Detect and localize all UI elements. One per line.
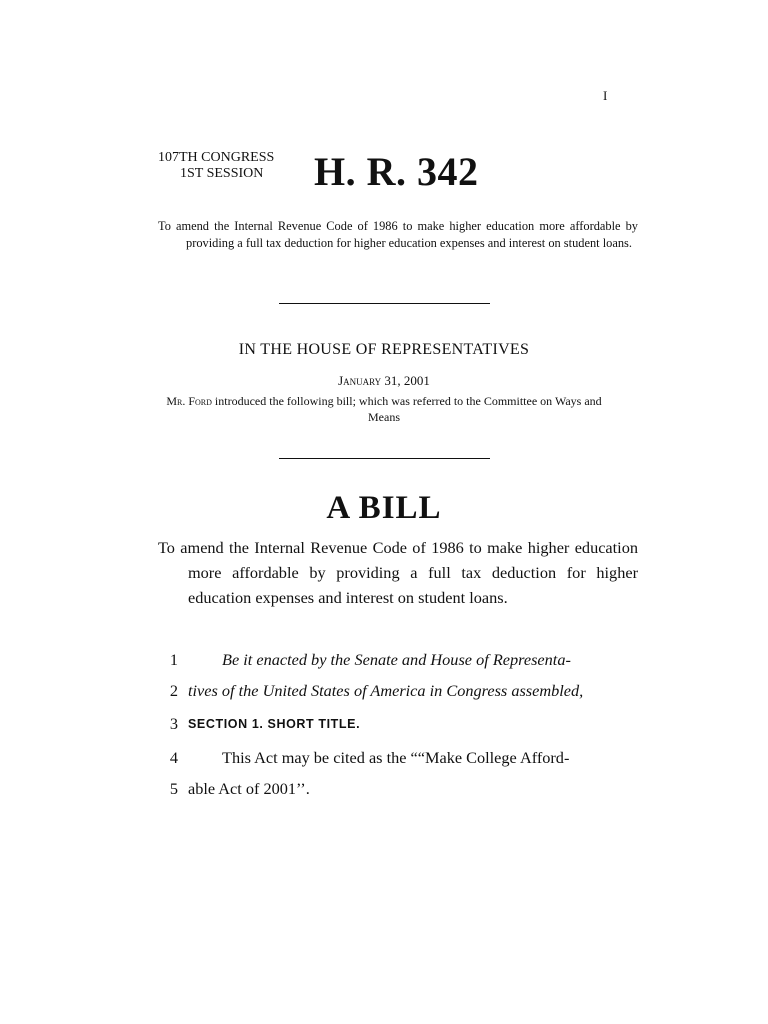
- congress-session-block: [158, 150, 274, 182]
- line-number: 3: [169, 714, 178, 733]
- chamber-heading: IN THE HOUSE OF REPRESENTATIVES: [238, 341, 530, 358]
- section-heading: SECTION 1. SHORT TITLE.: [188, 717, 361, 731]
- bill-summary: To amend the Internal Revenue Code of 1986 to make higher education more affordable by providing a full tax deduction for higher education expenses and interest on student loans.: [158, 219, 638, 250]
- enacting-clause-text: tives of the United States of America in Congress assembled,: [188, 681, 584, 700]
- bill-line: [158, 681, 610, 711]
- section-text: able Act of 2001’’.: [188, 779, 310, 798]
- bill-heading: A BILL: [326, 490, 442, 526]
- section-text: This Act may be cited as the ““Make College Afford-: [222, 748, 570, 767]
- page-mark: I: [603, 88, 608, 103]
- introduction-text: introduced the following bill; which was referred to the Committee on Ways and Means: [211, 394, 602, 424]
- line-number: 2: [169, 681, 178, 700]
- bill-line: [158, 748, 610, 778]
- divider-rule: [279, 458, 490, 459]
- bill-number: H. R. 342: [314, 149, 479, 194]
- bill-long-title: To amend the Internal Revenue Code of 1986 to make higher education more affordable by providing a full tax deduction for higher education expenses and interest on student loans.: [158, 538, 638, 607]
- bill-line: [158, 650, 610, 680]
- introduction-date: January 31, 2001: [338, 373, 430, 388]
- sponsor-name: Mr. Ford: [166, 394, 212, 408]
- divider-rule: [279, 303, 490, 304]
- bill-line: [158, 714, 610, 744]
- session-label: 1ST SESSION: [180, 166, 264, 181]
- line-number: 4: [169, 748, 178, 767]
- introduction-statement: [160, 393, 608, 425]
- line-number: 5: [169, 779, 178, 798]
- enacting-clause-text: Be it enacted by the Senate and House of Representa-: [222, 650, 571, 669]
- line-number: 1: [169, 650, 178, 669]
- bill-line: [158, 779, 610, 809]
- congress-label: 107TH CONGRESS: [158, 150, 275, 165]
